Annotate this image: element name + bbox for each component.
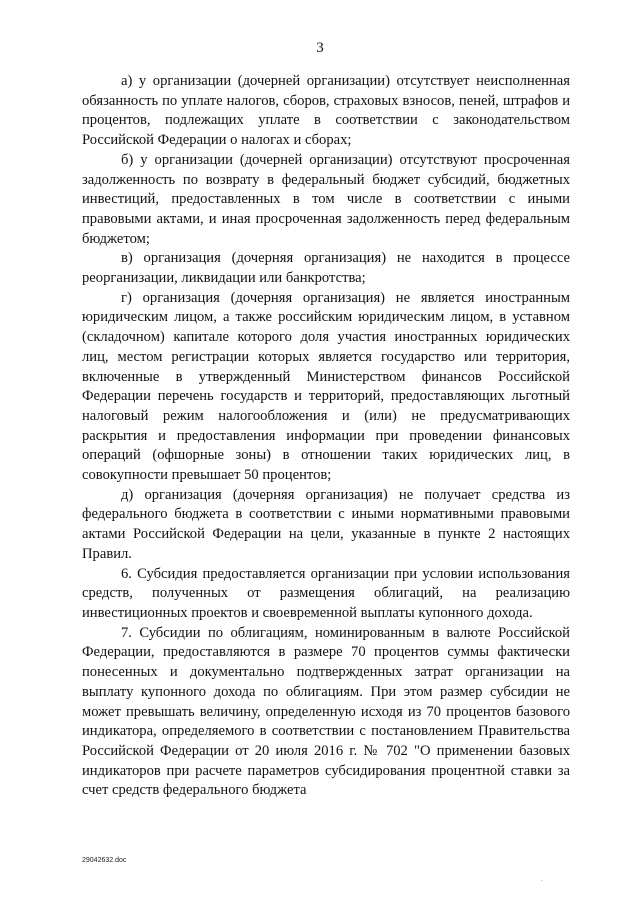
document-code: 29042632.doc xyxy=(82,857,127,864)
paragraph-d: д) организация (дочерняя организация) не получает средства из федерального бюджета в соответствии с иными нормативными правовыми актами Российской Федерации на цели, указанные в пункте 2 настоящих Правил. xyxy=(82,486,570,562)
paragraph-g: г) организация (дочерняя организация) не является иностранным юридическим лицом, а также российским юридическим лицом, в уставном (складочном) капитале которого доля участия иностранных юридических лиц, местом регистрации которых является государство или территория, включенные в утвержденный Министерством финансов Российской Федерации перечень государств и территорий, предоставляющих льготный налоговый режим налогообложения и (или) не предусматривающих раскрытия и предоставления информации при проведении финансовых операций (офшорные зоны) в отношении таких юридических лиц, в совокупности превышает 50 процентов; xyxy=(82,289,570,484)
paragraph-7: 7. Субсидии по облигациям, номинированным в валюте Российской Федерации, предоставляются в размере 70 процентов суммы фактически понесенных и документально подтвержденных затрат организации на выплату купонного дохода по облигациям. При этом размер субсидии не может превышать величину, определенную исходя из 70 процентов базового индикатора, определяемого в соответствии с постановлением Правительства Российской Федерации от 20 июля 2016 г. № 702 "О применении базовых индикаторов при расчете параметров субсидирования процентной ставки за счет средств федерального бюджета xyxy=(82,624,570,799)
paragraph-a: а) у организации (дочерней организации) отсутствует неисполненная обязанность по уплате налогов, сборов, страховых взносов, пеней, штрафов и процентов, подлежащих уплате в соответствии с законодательством Российской Федерации о налогах и сборах; xyxy=(82,73,570,149)
document-body xyxy=(82,72,570,801)
footer-mark: . xyxy=(541,877,543,883)
paragraph-b: б) у организации (дочерней организации) отсутствуют просроченная задолженность по возврату в федеральный бюджет субсидий, бюджетных инвестиций, предоставленных в том числе в соответствии с иными правовыми актами, и иная просроченная задолженность перед федеральным бюджетом; xyxy=(82,151,570,247)
paragraph-v: в) организация (дочерняя организация) не находится в процессе реорганизации, ликвидации или банкротства; xyxy=(82,250,570,287)
paragraph-6: 6. Субсидия предоставляется организации при условии использования средств, полученных от размещения облигаций, на реализацию инвестиционных проектов и своевременной выплаты купонного дохода. xyxy=(82,565,570,621)
page-number: 3 xyxy=(316,40,324,56)
